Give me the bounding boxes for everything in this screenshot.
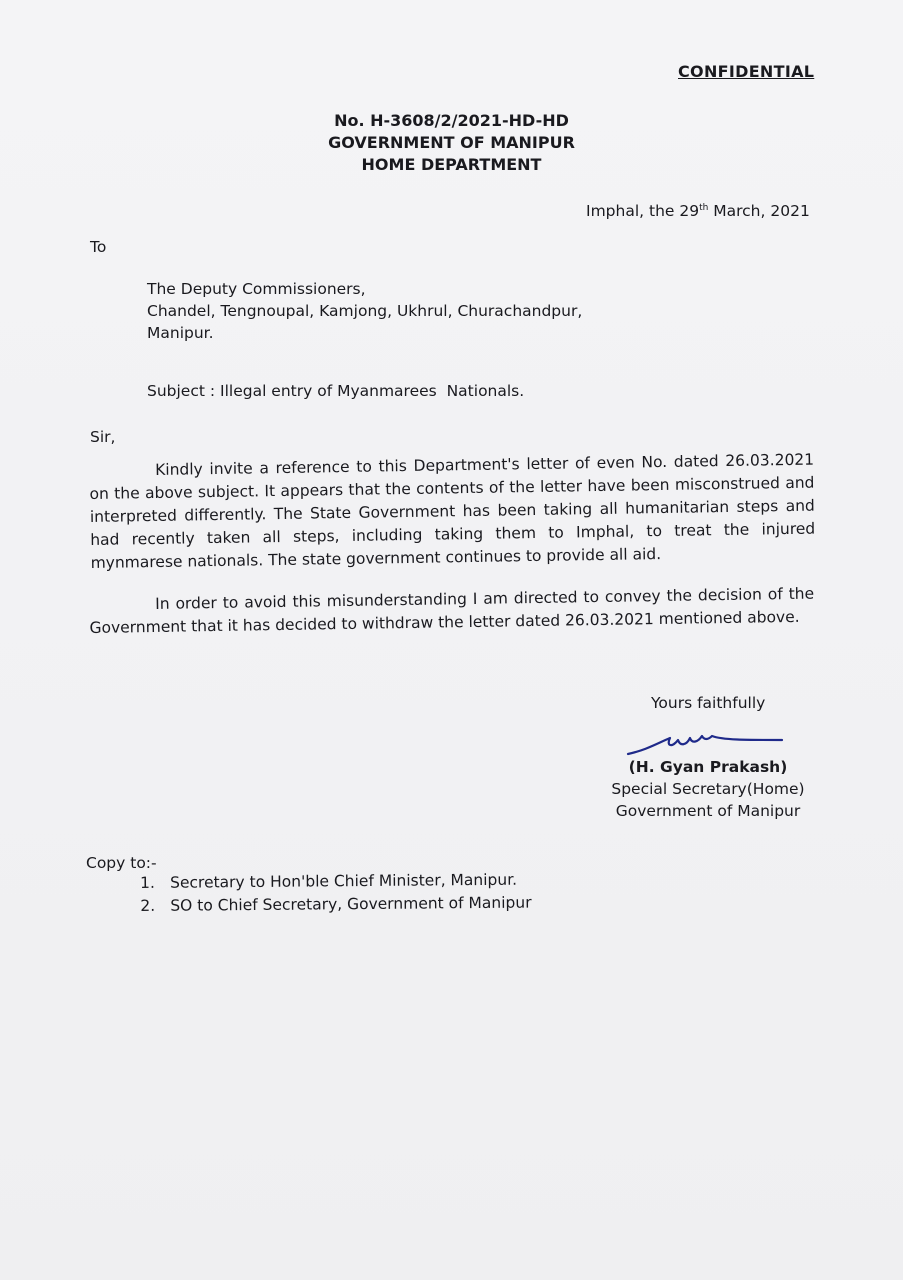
- department-name: HOME DEPARTMENT: [361, 155, 542, 174]
- to-label: To: [90, 238, 107, 256]
- signatory-block: [598, 756, 818, 822]
- date-suffix: March, 2021: [708, 202, 810, 220]
- letter-date: [586, 202, 810, 220]
- list-item: 1. Secretary to Hon'ble Chief Minister, Manipur.: [140, 870, 518, 892]
- reference-number: No. H-3608/2/2021-HD-HD: [334, 111, 569, 130]
- addressee-line: Chandel, Tengnoupal, Kamjong, Ukhrul, Churachandpur,: [147, 302, 583, 320]
- signatory-name: (H. Gyan Prakash): [628, 758, 788, 776]
- addressee-block: [147, 278, 582, 344]
- signatory-designation: Special Secretary(Home): [611, 780, 805, 798]
- signatory-organization: Government of Manipur: [615, 802, 801, 820]
- salutation: Sir,: [90, 428, 116, 446]
- addressee-line: The Deputy Commissioners,: [147, 280, 366, 298]
- confidential-mark: CONFIDENTIAL: [678, 62, 815, 81]
- government-name: GOVERNMENT OF MANIPUR: [328, 133, 575, 152]
- addressee-line: Manipur.: [147, 324, 214, 342]
- handwritten-signature: [626, 724, 786, 760]
- subject-line: Subject : Illegal entry of Myanmarees Nationals.: [147, 382, 525, 400]
- body-paragraph-1: Kindly invite a reference to this Department's letter of even No. dated 26.03.2021 on the above subject. It appears that the contents of the letter have been misconstrued and interpreted differently. The State Government has been taking all humanitarian steps and had recently taken all steps, including taking them to Imphal, to treat the injured mynmarese nationals. The state government continues to provide all aid.: [89, 450, 816, 572]
- date-superscript: th: [699, 202, 709, 213]
- list-item: 2. SO to Chief Secretary, Government of Manipur: [140, 893, 532, 915]
- copy-to-list: [140, 869, 532, 918]
- body-paragraph-2: In order to avoid this misunderstanding I am directed to convey the decision of the Government that it has decided to withdraw the letter dated 26.03.2021 mentioned above.: [89, 584, 815, 637]
- date-prefix: Imphal, the 29: [586, 202, 700, 220]
- copy-to-label: Copy to:-: [86, 854, 157, 872]
- letter-header: [0, 110, 903, 176]
- closing-text: Yours faithfully: [651, 694, 766, 712]
